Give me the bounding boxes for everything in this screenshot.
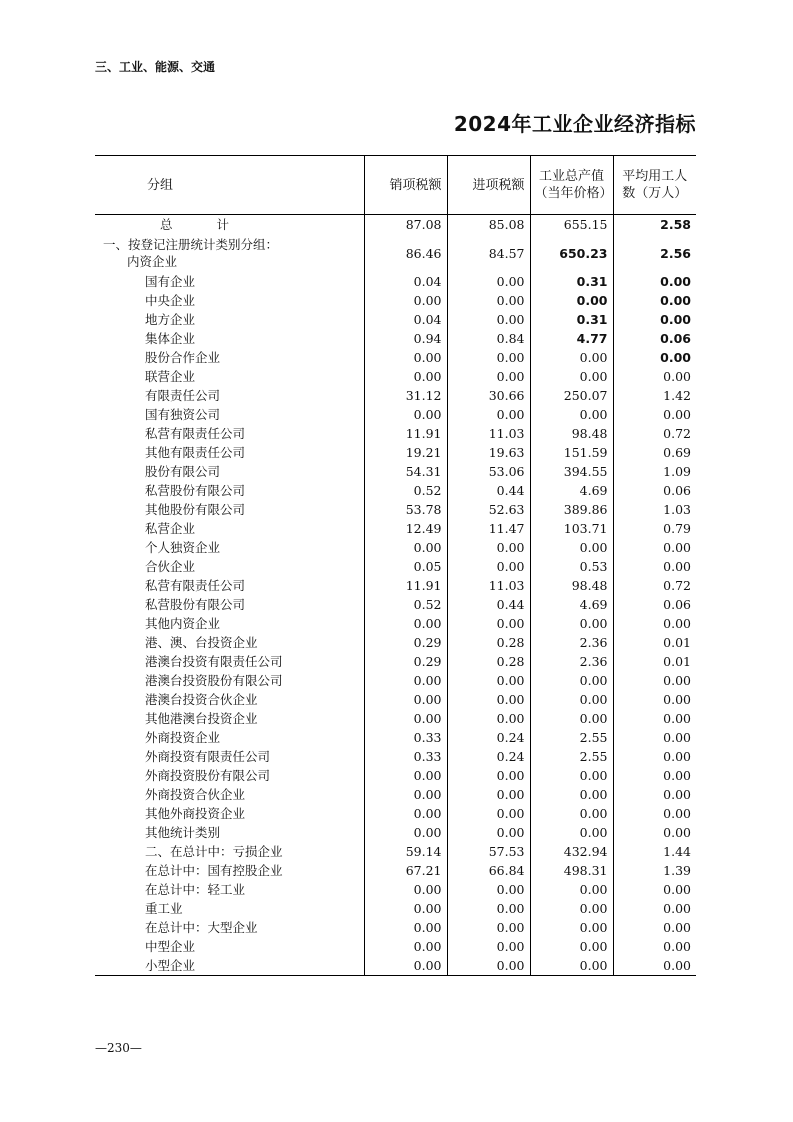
table-row [95,272,696,291]
sales-tax-cell: 0.00 [364,671,447,690]
input-tax-cell: 0.00 [447,918,530,937]
table-body [95,215,696,976]
workers-cell: 2.56 [613,234,696,272]
output-value-cell: 0.00 [530,405,613,424]
input-tax-cell: 0.00 [447,766,530,785]
workers-cell: 0.00 [613,310,696,329]
input-tax-cell: 11.03 [447,576,530,595]
table-row [95,595,696,614]
table-row [95,386,696,405]
output-value-cell: 2.55 [530,728,613,747]
output-value-cell: 4.69 [530,481,613,500]
input-tax-cell: 0.00 [447,690,530,709]
workers-cell: 0.69 [613,443,696,462]
sales-tax-cell: 0.52 [364,595,447,614]
input-tax-cell: 0.24 [447,728,530,747]
workers-cell: 0.00 [613,918,696,937]
workers-cell: 0.00 [613,690,696,709]
output-value-cell: 0.00 [530,918,613,937]
input-tax-cell: 84.57 [447,234,530,272]
row-label: 在总计中：国有控股企业 [145,863,283,878]
table-row [95,747,696,766]
output-value-cell: 0.00 [530,614,613,633]
table-row [95,481,696,500]
row-label: 国有独资公司 [145,407,221,422]
row-label: 外商投资有限责任公司 [145,749,271,764]
table-row [95,557,696,576]
input-tax-cell: 0.00 [447,937,530,956]
table-row [95,861,696,880]
row-label: 港澳台投资股份有限公司 [145,673,283,688]
workers-cell: 0.00 [613,747,696,766]
table-row [95,671,696,690]
sales-tax-cell: 11.91 [364,424,447,443]
table-row [95,766,696,785]
workers-cell: 0.06 [613,329,696,348]
input-tax-cell: 0.00 [447,614,530,633]
workers-cell: 0.00 [613,804,696,823]
input-tax-cell: 57.53 [447,842,530,861]
row-label: 其他外商投资企业 [145,806,246,821]
input-tax-cell: 0.00 [447,348,530,367]
input-tax-cell: 0.00 [447,272,530,291]
row-label: 在总计中：轻工业 [145,882,246,897]
workers-cell: 1.42 [613,386,696,405]
output-value-cell: 432.94 [530,842,613,861]
header-group: 分组 [95,156,364,215]
row-label: 二、在总计中：亏损企业 [145,844,283,859]
row-label: 地方企业 [145,312,196,327]
workers-cell: 0.06 [613,481,696,500]
table-row [95,880,696,899]
sales-tax-cell: 0.00 [364,367,447,386]
sales-tax-cell: 0.94 [364,329,447,348]
table-row [95,899,696,918]
output-value-cell: 0.31 [530,310,613,329]
input-tax-cell: 0.00 [447,880,530,899]
row-label: 外商投资企业 [145,730,221,745]
header-workers-line1: 平均用工人 [622,169,688,184]
row-label: 私营有限责任公司 [145,426,246,441]
table-row [95,823,696,842]
sales-tax-cell: 0.04 [364,310,447,329]
row-label: 小型企业 [95,956,364,976]
output-value-cell: 0.00 [530,709,613,728]
input-tax-cell: 0.00 [447,709,530,728]
header-output-value-line2: （当年价格） [534,186,613,201]
table-row [95,367,696,386]
row-label: 私营股份有限公司 [145,483,246,498]
sales-tax-cell: 31.12 [364,386,447,405]
workers-cell: 0.72 [613,424,696,443]
output-value-cell: 0.00 [530,348,613,367]
sales-tax-cell: 0.00 [364,804,447,823]
workers-cell: 0.00 [613,937,696,956]
output-value-cell: 498.31 [530,861,613,880]
output-value-cell: 2.36 [530,633,613,652]
workers-cell: 0.00 [613,785,696,804]
table-row [95,918,696,937]
table-row [95,405,696,424]
output-value-cell: 0.00 [530,956,613,976]
workers-cell: 0.00 [613,899,696,918]
row-label: 有限责任公司 [145,388,221,403]
header-sales-tax: 销项税额 [364,156,447,215]
row-label: 私营股份有限公司 [145,597,246,612]
sales-tax-cell: 54.31 [364,462,447,481]
input-tax-cell: 11.03 [447,424,530,443]
workers-cell: 0.00 [613,272,696,291]
workers-cell: 0.00 [613,956,696,976]
input-tax-cell: 0.84 [447,329,530,348]
table-row [95,291,696,310]
table-row [95,443,696,462]
row-label: 其他港澳台投资企业 [145,711,258,726]
sales-tax-cell: 0.00 [364,405,447,424]
input-tax-cell: 0.00 [447,538,530,557]
table-row [95,804,696,823]
table-row [95,937,696,956]
input-tax-cell: 0.24 [447,747,530,766]
input-tax-cell: 85.08 [447,215,530,235]
table-header [95,156,696,215]
row-label: 其他有限责任公司 [145,445,246,460]
indicators-table [95,155,696,976]
output-value-cell: 4.69 [530,595,613,614]
workers-cell: 0.00 [613,614,696,633]
sales-tax-cell: 0.04 [364,272,447,291]
input-tax-cell: 0.00 [447,823,530,842]
input-tax-cell: 0.00 [447,367,530,386]
input-tax-cell: 0.00 [447,956,530,976]
input-tax-cell: 0.44 [447,481,530,500]
table-row [95,234,696,272]
row-label: 中型企业 [145,939,196,954]
sales-tax-cell: 53.78 [364,500,447,519]
table-row [95,652,696,671]
input-tax-cell: 0.00 [447,899,530,918]
header-workers [613,156,696,215]
sales-tax-cell: 0.33 [364,728,447,747]
input-tax-cell: 0.00 [447,557,530,576]
page-number: —230— [95,1041,142,1055]
row-label: 外商投资合伙企业 [145,787,246,802]
output-value-cell: 4.77 [530,329,613,348]
table-row [95,215,696,235]
row-label: 港澳台投资有限责任公司 [145,654,283,669]
row-label: 合伙企业 [145,559,196,574]
input-tax-cell: 0.00 [447,405,530,424]
row-label: 联营企业 [145,369,196,384]
row-label-line2: 内资企业 [127,254,178,269]
output-value-cell: 655.15 [530,215,613,235]
sales-tax-cell: 0.00 [364,937,447,956]
sales-tax-cell: 0.00 [364,766,447,785]
row-label: 其他内资企业 [145,616,221,631]
workers-cell: 0.00 [613,671,696,690]
output-value-cell: 2.55 [530,747,613,766]
workers-cell: 0.79 [613,519,696,538]
output-value-cell: 0.00 [530,785,613,804]
sales-tax-cell: 67.21 [364,861,447,880]
table-row [95,519,696,538]
workers-cell: 0.00 [613,348,696,367]
output-value-cell: 0.00 [530,804,613,823]
output-value-cell: 0.00 [530,766,613,785]
header-workers-line2: 数（万人） [622,186,688,201]
table-row [95,842,696,861]
output-value-cell: 98.48 [530,576,613,595]
input-tax-cell: 0.00 [447,804,530,823]
row-label: 私营有限责任公司 [145,578,246,593]
sales-tax-cell: 0.00 [364,823,447,842]
sales-tax-cell: 0.00 [364,880,447,899]
workers-cell: 0.00 [613,405,696,424]
sales-tax-cell: 0.52 [364,481,447,500]
output-value-cell: 0.00 [530,937,613,956]
input-tax-cell: 0.00 [447,291,530,310]
workers-cell: 0.01 [613,652,696,671]
output-value-cell: 0.00 [530,671,613,690]
table-row [95,614,696,633]
sales-tax-cell: 11.91 [364,576,447,595]
input-tax-cell: 0.28 [447,652,530,671]
table-row [95,728,696,747]
row-label: 外商投资股份有限公司 [145,768,271,783]
workers-cell: 0.00 [613,538,696,557]
output-value-cell: 0.31 [530,272,613,291]
workers-cell: 0.00 [613,823,696,842]
output-value-cell: 98.48 [530,424,613,443]
table-row [95,690,696,709]
output-value-cell: 250.07 [530,386,613,405]
input-tax-cell: 53.06 [447,462,530,481]
sales-tax-cell: 87.08 [364,215,447,235]
page-title: 2024年工业企业经济指标 [453,112,696,136]
table-row [95,538,696,557]
input-tax-cell: 52.63 [447,500,530,519]
table-row [95,310,696,329]
row-label: 中央企业 [145,293,196,308]
workers-cell: 0.72 [613,576,696,595]
row-label: 重工业 [145,901,183,916]
row-label: 股份有限公司 [145,464,221,479]
table-row [95,462,696,481]
table-row [95,785,696,804]
row-label: 其他统计类别 [145,825,221,840]
workers-cell: 2.58 [613,215,696,235]
sales-tax-cell: 12.49 [364,519,447,538]
sales-tax-cell: 0.00 [364,709,447,728]
workers-cell: 0.00 [613,728,696,747]
sales-tax-cell: 0.00 [364,918,447,937]
row-label: 集体企业 [145,331,196,346]
sales-tax-cell: 0.33 [364,747,447,766]
table-row [95,633,696,652]
input-tax-cell: 11.47 [447,519,530,538]
row-label: 在总计中：大型企业 [145,920,258,935]
sales-tax-cell: 0.00 [364,690,447,709]
sales-tax-cell: 0.00 [364,785,447,804]
header-output-value-line1: 工业总产值 [538,169,604,184]
sales-tax-cell: 0.00 [364,538,447,557]
header-row [95,156,696,215]
table-row [95,424,696,443]
workers-cell: 0.00 [613,557,696,576]
table-row [95,500,696,519]
input-tax-cell: 30.66 [447,386,530,405]
input-tax-cell: 0.00 [447,310,530,329]
workers-cell: 0.00 [613,291,696,310]
row-label: 其他股份有限公司 [145,502,246,517]
output-value-cell: 394.55 [530,462,613,481]
workers-cell: 0.00 [613,766,696,785]
workers-cell: 1.03 [613,500,696,519]
row-label: 港、澳、台投资企业 [145,635,258,650]
sales-tax-cell: 19.21 [364,443,447,462]
sales-tax-cell: 0.00 [364,348,447,367]
row-label: 港澳台投资合伙企业 [145,692,258,707]
workers-cell: 0.00 [613,709,696,728]
output-value-cell: 0.00 [530,690,613,709]
table-row [95,709,696,728]
workers-cell: 0.00 [613,880,696,899]
output-value-cell: 389.86 [530,500,613,519]
sales-tax-cell: 59.14 [364,842,447,861]
sales-tax-cell: 0.29 [364,633,447,652]
input-tax-cell: 0.28 [447,633,530,652]
output-value-cell: 0.53 [530,557,613,576]
workers-cell: 1.39 [613,861,696,880]
section-header: 三、工业、能源、交通 [95,60,216,74]
output-value-cell: 0.00 [530,880,613,899]
row-label: 私营企业 [145,521,196,536]
input-tax-cell: 19.63 [447,443,530,462]
output-value-cell: 0.00 [530,367,613,386]
table-row [95,576,696,595]
input-tax-cell: 0.44 [447,595,530,614]
workers-cell: 0.01 [613,633,696,652]
row-label: 国有企业 [145,274,196,289]
workers-cell: 1.09 [613,462,696,481]
row-label-line1: 一、按登记注册统计类别分组： [103,237,279,252]
workers-cell: 1.44 [613,842,696,861]
header-output-value [530,156,613,215]
output-value-cell: 0.00 [530,899,613,918]
output-value-cell: 0.00 [530,291,613,310]
table-row [95,329,696,348]
sales-tax-cell: 0.00 [364,614,447,633]
input-tax-cell: 0.00 [447,671,530,690]
row-label [95,234,364,272]
sales-tax-cell: 0.00 [364,899,447,918]
output-value-cell: 0.00 [530,538,613,557]
row-label: 总计 [160,217,274,232]
sales-tax-cell: 0.00 [364,956,447,976]
workers-cell: 0.06 [613,595,696,614]
input-tax-cell: 0.00 [447,785,530,804]
sales-tax-cell: 0.05 [364,557,447,576]
table-row [95,956,696,976]
sales-tax-cell: 0.00 [364,291,447,310]
output-value-cell: 0.00 [530,823,613,842]
row-label: 股份合作企业 [145,350,221,365]
output-value-cell: 650.23 [530,234,613,272]
input-tax-cell: 66.84 [447,861,530,880]
output-value-cell: 2.36 [530,652,613,671]
output-value-cell: 103.71 [530,519,613,538]
sales-tax-cell: 0.29 [364,652,447,671]
sales-tax-cell: 86.46 [364,234,447,272]
table-row [95,348,696,367]
workers-cell: 0.00 [613,367,696,386]
header-input-tax: 进项税额 [447,156,530,215]
row-label: 个人独资企业 [145,540,221,555]
output-value-cell: 151.59 [530,443,613,462]
